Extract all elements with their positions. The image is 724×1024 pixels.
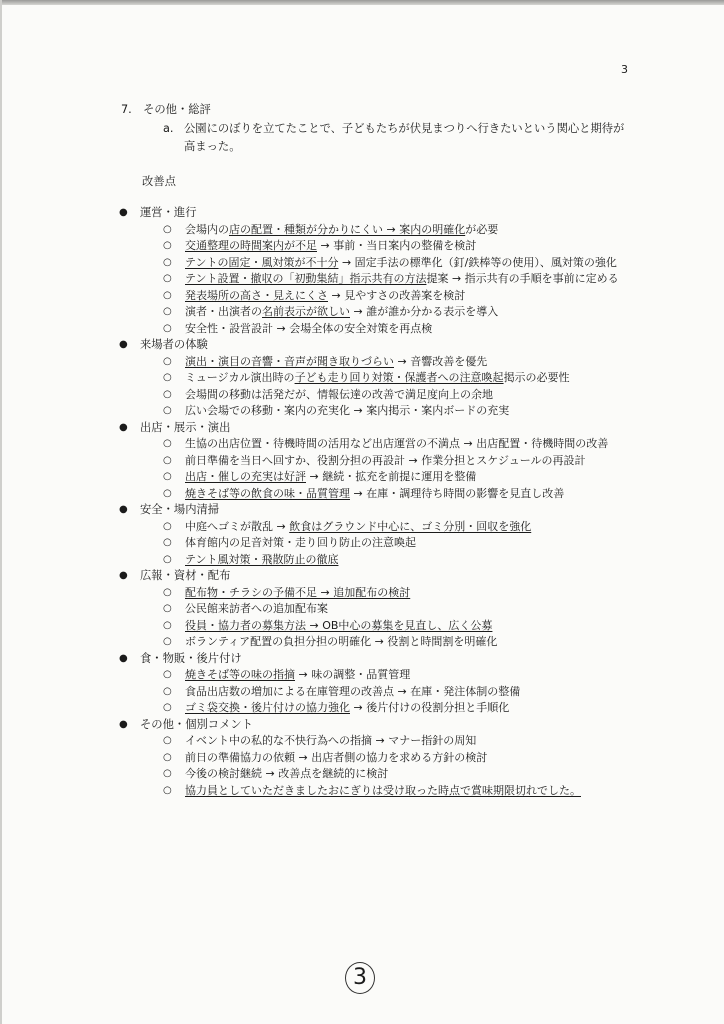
hollow-bullet-icon: ○ [163, 553, 172, 565]
list-item [117, 601, 637, 618]
section-7-heading: 7. その他・総評 [121, 103, 211, 116]
item-text: 今後の検討継続 → 改善点を継続的に検討 [185, 767, 389, 780]
list-item [117, 783, 637, 800]
hollow-bullet-icon: ○ [163, 619, 172, 631]
underlined-text: 演出・演目の音響・音声が聞き取りづらい [185, 354, 394, 368]
item-a-marker: a. [163, 122, 174, 135]
item-text: イベント中の私的な不快行為への指摘 → マナー指針の周知 [185, 734, 477, 747]
item-text: → 事前・当日案内の整備を検討 [317, 239, 477, 252]
list-item [117, 321, 637, 338]
hollow-bullet-icon: ○ [163, 487, 172, 499]
hollow-bullet-icon: ○ [163, 454, 172, 466]
category-title-text: 運営・進行 [140, 206, 197, 219]
hollow-bullet-icon: ○ [163, 240, 172, 251]
page-number: 3 [621, 63, 628, 76]
hollow-bullet-icon: ○ [163, 685, 172, 697]
list-item [117, 585, 637, 602]
hollow-bullet-icon: ○ [163, 388, 172, 400]
underlined-text: テント風対策・飛散防止の徹底 [185, 552, 339, 566]
list-item [117, 750, 637, 767]
list-item [117, 684, 637, 701]
item-text: → 在庫・調理待ち時間の影響を見直し改善 [350, 486, 565, 500]
item-text: 提案 → 指示共有の手順を事前に定める [426, 272, 619, 285]
hollow-bullet-icon: ○ [163, 784, 172, 796]
scan-edge-left [0, 0, 2, 1024]
category [117, 337, 637, 420]
hollow-bullet-icon: ○ [163, 223, 172, 235]
underlined-text: 名前表示が欲しい [262, 305, 350, 318]
category-title [117, 568, 637, 585]
underlined-text: 配布物・チラシの予備不足 → 追加配布の検討 [185, 585, 411, 599]
hollow-bullet-icon: ○ [163, 735, 172, 746]
list-item [117, 304, 637, 321]
category [117, 717, 637, 800]
item-text: 生協の出店位置・待機時間の活用など出店運営の不満点 → 出店配置・待機時間の改善 [185, 437, 609, 450]
underlined-text: 店の配置・種類が分かりにくい → 案内の明確化 [229, 222, 466, 236]
hollow-bullet-icon: ○ [163, 702, 172, 713]
category-title-text: 食・物販・後片付け [140, 651, 242, 665]
item-text: 安全性・設営設計 → 会場全体の安全対策を再点検 [185, 321, 433, 335]
bullet-icon: ● [119, 421, 128, 433]
category-title [117, 502, 637, 519]
underlined-text: 焼きそば等の飲食の味・品質管理 [185, 486, 350, 500]
bullet-icon: ● [119, 207, 128, 218]
list-item [117, 453, 637, 470]
item-text: 公民館来訪者への追加配布案 [185, 602, 328, 615]
item-text: 中庭へゴミが散乱 → [185, 519, 290, 533]
list-item [117, 766, 637, 783]
list-item [117, 667, 637, 684]
list-item [117, 700, 637, 717]
list-item [117, 519, 637, 536]
list-item [117, 403, 637, 420]
category [117, 420, 637, 503]
list-item [117, 387, 637, 404]
list-item [117, 288, 637, 305]
bullet-icon: ● [119, 339, 128, 350]
item-text: → 誰が誰か分かる表示を導入 [350, 305, 499, 318]
item-text: が必要 [465, 222, 499, 236]
hollow-bullet-icon: ○ [163, 372, 172, 383]
list-item [117, 255, 637, 272]
category [117, 651, 637, 717]
list-item [117, 271, 637, 288]
hollow-bullet-icon: ○ [163, 669, 172, 680]
list-item [117, 222, 637, 239]
list-item [117, 370, 637, 387]
item-text: → 味の調整・品質管理 [295, 668, 411, 681]
underlined-text: 発表場所の高さ・見えにくさ [185, 288, 328, 302]
category [117, 568, 637, 651]
item-text: 体育館内の足音対策・走り回り防止の注意喚起 [185, 536, 416, 549]
list-item [117, 552, 637, 569]
hollow-bullet-icon: ○ [163, 405, 172, 416]
underlined-text: 飲食はグラウンド中心に、ゴミ分別・回収を強化 [289, 519, 532, 533]
list-item [117, 436, 637, 453]
category-title [117, 337, 637, 354]
hollow-bullet-icon: ○ [163, 306, 172, 317]
item-text: 演者・出演者の [185, 305, 262, 318]
section-7-item-a [163, 120, 633, 156]
underlined-text: 役員・協力者の募集方法 → OB中心の募集を見直し、広く公募 [185, 618, 493, 632]
item-text: 会場間の移動は活発だが、情報伝達の改善で満足度向上の余地 [185, 387, 493, 401]
item-text: 広い会場での移動・案内の充実化 → 案内掲示・案内ボードの充実 [185, 404, 510, 417]
item-text: → 見やすさの改善案を検討 [328, 288, 466, 302]
item-text: → 固定手法の標準化（釘/鉄棒等の使用）、風対策の強化 [338, 255, 617, 269]
item-text: 掲示の必要性 [503, 371, 570, 384]
underlined-text: 出店・催しの充実は好評 [185, 470, 306, 483]
list-item [117, 618, 637, 635]
list-item [117, 634, 637, 651]
hollow-bullet-icon: ○ [163, 289, 172, 301]
underlined-text: 焼きそば等の味の指摘 [185, 668, 295, 681]
list-item [117, 486, 637, 503]
hollow-bullet-icon: ○ [163, 322, 172, 334]
item-text: → 後片付けの役割分担と手順化 [350, 701, 510, 714]
improvement-categories [117, 205, 637, 799]
hollow-bullet-icon: ○ [163, 273, 172, 284]
item-text: → 音響改善を優先 [394, 354, 488, 368]
hollow-bullet-icon: ○ [163, 520, 172, 532]
category-title [117, 420, 637, 437]
hollow-bullet-icon: ○ [163, 751, 172, 763]
hollow-bullet-icon: ○ [163, 636, 172, 647]
list-item [117, 238, 637, 255]
category-title [117, 205, 637, 222]
item-a-text: 公園にのぼりを立てたことで、子どもたちが伏見まつりへ行きたいという関心と期待が高まった。 [184, 122, 625, 153]
hollow-bullet-icon: ○ [163, 586, 172, 598]
list-item [117, 733, 637, 750]
hollow-bullet-icon: ○ [163, 471, 172, 482]
circled-page-number: 3 [345, 962, 375, 994]
hollow-bullet-icon: ○ [163, 768, 172, 779]
list-item [117, 535, 637, 552]
underlined-text: テントの固定・風対策が不十分 [185, 255, 339, 269]
category-title-text: 広報・資材・配布 [140, 569, 231, 582]
hollow-bullet-icon: ○ [163, 603, 172, 614]
item-text: 前日の準備協力の依頼 → 出店者側の協力を求める方針の検討 [185, 750, 488, 764]
category-title [117, 717, 637, 734]
list-item [117, 354, 637, 371]
hollow-bullet-icon: ○ [163, 355, 172, 367]
bullet-icon: ● [119, 652, 128, 664]
list-item [117, 469, 637, 486]
bullet-icon: ● [119, 718, 128, 730]
improvements-heading: 改善点 [142, 175, 176, 188]
bullet-icon: ● [119, 504, 128, 515]
item-text: 前日準備を当日へ回すか、役割分担の再設計 → 作業分担とスケジュールの再設計 [185, 453, 586, 467]
category-title-text: 来場者の体験 [140, 338, 208, 351]
underlined-text: ゴミ袋交換・後片付けの協力強化 [185, 701, 350, 714]
category-title-text: 出店・展示・演出 [140, 420, 231, 434]
category-title-text: 安全・場内清掃 [140, 503, 220, 516]
hollow-bullet-icon: ○ [163, 537, 172, 548]
category [117, 205, 637, 337]
item-text: 食品出店数の増加による在庫管理の改善点 → 在庫・発注体制の整備 [185, 684, 521, 698]
underlined-text: 交通整理の時間案内が不足 [185, 239, 317, 252]
underlined-text: 子ども走り回り対策・保護者への注意喚起 [294, 371, 504, 384]
hollow-bullet-icon: ○ [163, 256, 172, 268]
scan-edge [0, 0, 724, 5]
category-title-text: その他・個別コメント [140, 717, 253, 731]
item-text: → 継続・拡充を前提に運用を整備 [306, 470, 477, 483]
bullet-icon: ● [119, 570, 128, 581]
hollow-bullet-icon: ○ [163, 438, 172, 449]
item-text: 会場内の [185, 222, 229, 236]
underlined-text: テント設置・撤収の「初動集結」指示共有の方法 [185, 272, 427, 285]
item-text: ボランティア配置の負担分担の明確化 → 役割と時間割を明確化 [185, 635, 498, 648]
underlined-text: 協力員としていただきましたおにぎりは受け取った時点で賞味期限切れでした。 [185, 783, 581, 797]
category [117, 502, 637, 568]
category-title [117, 651, 637, 668]
item-text: ミュージカル演出時の [185, 371, 295, 384]
